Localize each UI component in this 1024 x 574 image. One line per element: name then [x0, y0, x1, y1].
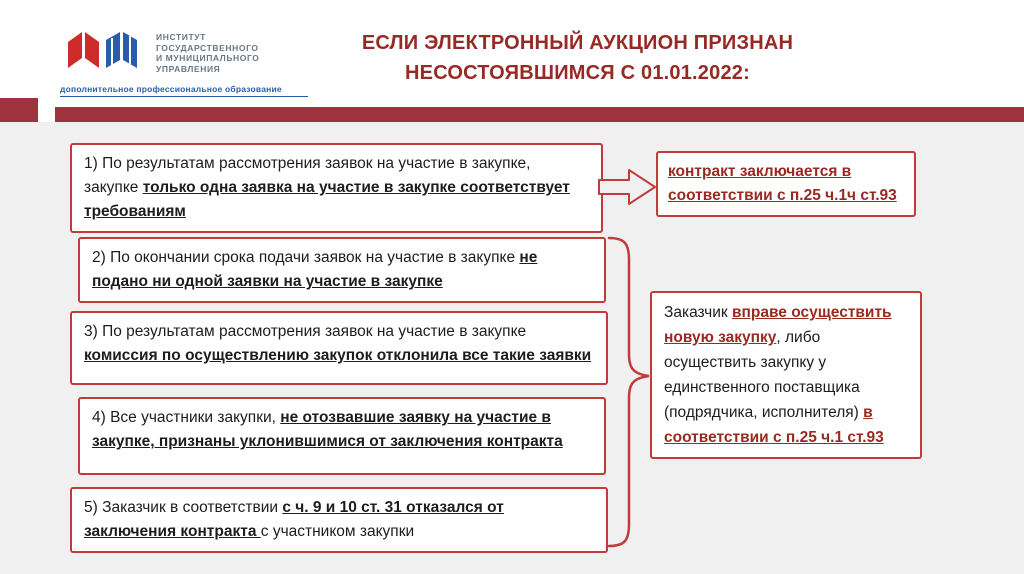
logo-org-line: ИНСТИТУТ [156, 32, 206, 42]
condition-box-4: 4) Все участники закупки, не отозвавшие заявку на участие в закупке, признаны уклонившимися от заключения контракта [78, 397, 606, 475]
logo-subtitle: дополнительное профессиональное образование [60, 84, 308, 97]
institute-logo [60, 26, 310, 97]
result-box-new-purchase: Заказчик вправе осуществить новую закупку, либо осуществить закупку у единственного поставщика (подрядчика, исполнителя) в соответствии с п.25 ч.1 ст.93 [650, 291, 922, 459]
logo-org-line: УПРАВЛЕНИЯ [156, 63, 221, 74]
logo-org-name [156, 32, 260, 74]
result-box-contract: контракт заключается в соответствии с п.25 ч.1ч ст.93 [656, 151, 916, 217]
slide-title [320, 28, 835, 88]
condition-box-2: 2) По окончании срока подачи заявок на участие в закупке не подано ни одной заявки на участие в закупке [78, 237, 606, 303]
curly-brace-icon [605, 236, 653, 548]
logo-books-icon [60, 26, 148, 79]
slide-title-line2: НЕСОСТОЯВШИМСЯ С 01.01.2022: [405, 62, 750, 84]
logo-org-line: ГОСУДАРСТВЕННОГО [156, 42, 259, 53]
logo-org-line: И МУНИЦИПАЛЬНОГО [156, 53, 260, 63]
condition-box-5: 5) Заказчик в соответствии с ч. 9 и 10 ст. 31 отказался от заключения контракта с участником закупки [70, 487, 608, 553]
slide-title-line1: ЕСЛИ ЭЛЕКТРОННЫЙ АУКЦИОН ПРИЗНАН [361, 32, 794, 54]
condition-box-3: 3) По результатам рассмотрения заявок на участие в закупке комиссия по осуществлению закупок отклонила все такие заявки [70, 311, 608, 385]
accent-bar [55, 107, 1024, 122]
condition-box-1: 1) По результатам рассмотрения заявок на участие в закупке, закупке только одна заявка на участие в закупке соответствует требованиям [70, 143, 603, 233]
block-arrow-right-icon [597, 167, 657, 207]
